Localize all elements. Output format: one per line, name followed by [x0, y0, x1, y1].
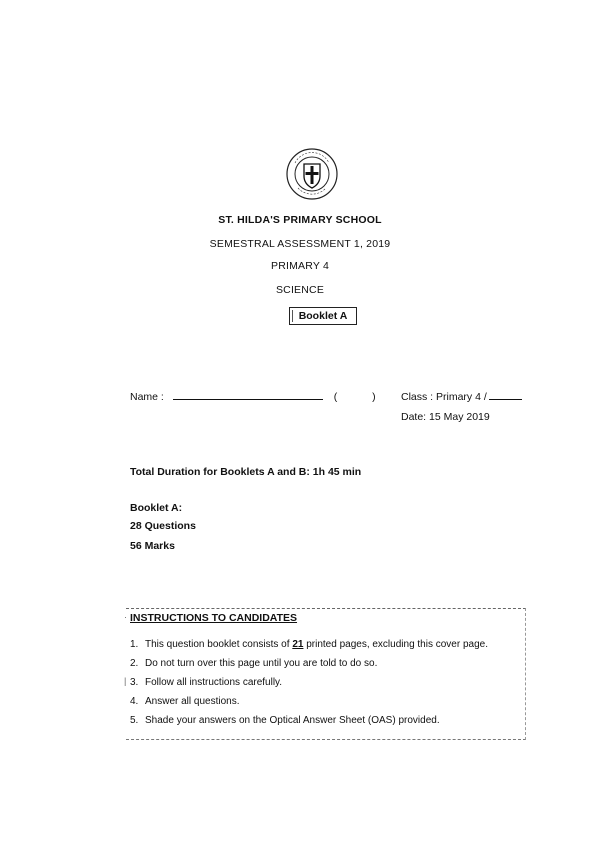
exam-date: Date: 15 May 2019: [401, 411, 490, 423]
mark-count: 56 Marks: [130, 540, 175, 552]
instruction-number: 2.: [130, 658, 139, 669]
instruction-number: 5.: [130, 715, 139, 726]
instruction-item: [130, 657, 530, 676]
instruction-text: Do not turn over this page until you are told to do so.: [145, 658, 378, 669]
booklet-a-label: Booklet A:: [130, 502, 183, 514]
instructions-list: [130, 638, 530, 733]
instruction-text: Answer all questions.: [145, 696, 240, 707]
instruction-text-post: printed pages, excluding this cover page.: [303, 639, 488, 650]
instruction-number: 1.: [130, 639, 139, 650]
instruction-text: Shade your answers on the Optical Answer Sheet (OAS) provided.: [145, 715, 440, 726]
class-label: Class : Primary 4 /: [401, 391, 487, 403]
school-crest-logo: [286, 148, 338, 200]
total-duration: Total Duration for Booklets A and B: 1h 45 min: [130, 466, 362, 478]
level-label: PRIMARY 4: [270, 260, 330, 272]
page-count: 21: [292, 639, 304, 650]
assessment-title: SEMESTRAL ASSESSMENT 1, 2019: [209, 238, 391, 250]
name-input-line[interactable]: [173, 389, 323, 400]
booklet-badge-text: Booklet A: [298, 310, 348, 322]
instruction-item: [130, 695, 530, 714]
instruction-item: [130, 714, 530, 733]
question-count: 28 Questions: [130, 520, 196, 532]
class-input-line[interactable]: [489, 389, 522, 400]
register-number-brackets: ( ): [333, 391, 392, 403]
instruction-text-pre: This question booklet consists of: [145, 639, 293, 650]
school-name: ST. HILDA'S PRIMARY SCHOOL: [218, 214, 382, 226]
instruction-item: [130, 638, 530, 657]
name-field: [130, 389, 392, 403]
name-label: Name :: [130, 391, 164, 403]
instruction-number: 4.: [130, 696, 139, 707]
scan-mark: ·: [124, 612, 127, 622]
booklet-badge: [289, 307, 357, 325]
instructions-title: INSTRUCTIONS TO CANDIDATES: [130, 612, 298, 624]
class-field: [401, 389, 522, 403]
instruction-text: Follow all instructions carefully.: [145, 677, 283, 688]
subject-label: SCIENCE: [275, 284, 325, 296]
scan-mark: |: [124, 676, 127, 686]
instruction-number: 3.: [130, 677, 139, 688]
instruction-item: [130, 676, 530, 695]
